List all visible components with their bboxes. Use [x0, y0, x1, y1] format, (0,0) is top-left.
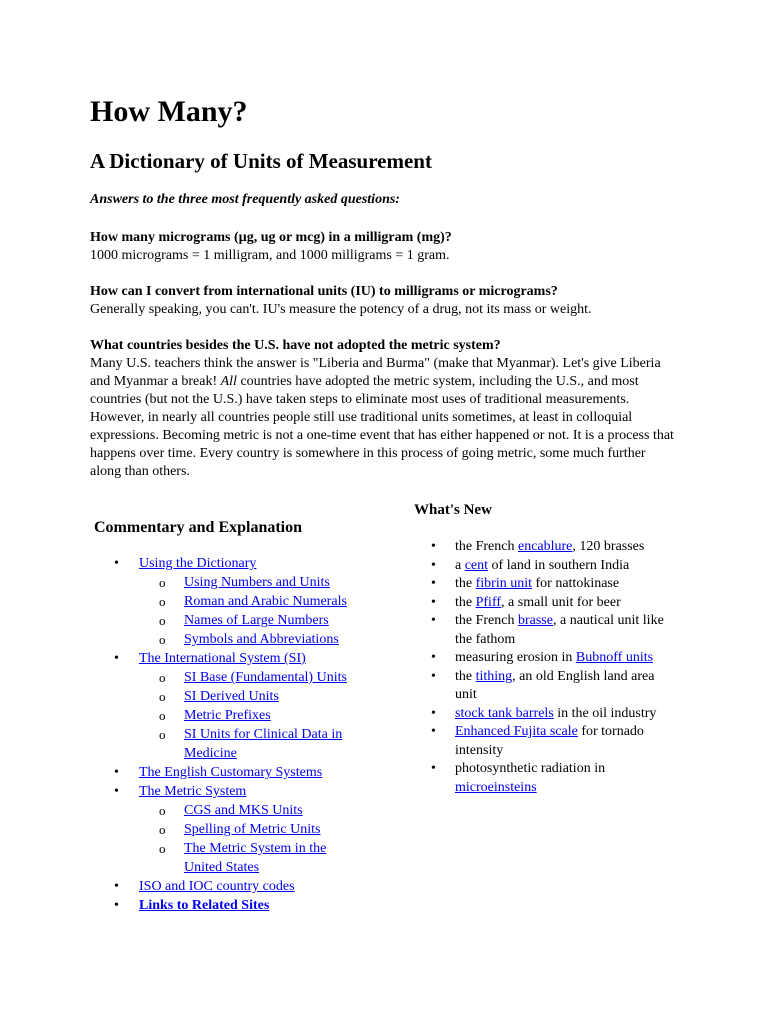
link-symbols[interactable]: Symbols and Abbreviations	[184, 632, 339, 647]
faq-intro: Answers to the three most frequently asked questions:	[90, 192, 400, 207]
link-si-derived[interactable]: SI Derived Units	[184, 689, 279, 704]
list-item	[414, 760, 675, 797]
link-stock-tank-barrels[interactable]: stock tank barrels	[455, 705, 554, 721]
item-text: , a small unit for beer	[501, 594, 621, 610]
faq-answer	[90, 355, 680, 481]
item-text: for nattokinase	[532, 576, 620, 591]
link-cgs-mks[interactable]: CGS and MKS Units	[184, 803, 303, 818]
faq-answer-part: Many U.S. teachers think the answer is "Liberia and Burma" (make that Myanmar). Let's give Liberia and Myanmar a break!	[90, 356, 661, 389]
link-fujita-scale[interactable]: Enhanced Fujita scale	[455, 724, 578, 739]
list-item	[94, 554, 394, 649]
list-item	[414, 668, 675, 705]
link-microeinsteins[interactable]: microeinsteins	[455, 779, 537, 795]
item-text: , 120 brasses	[572, 539, 645, 554]
faq-question: What countries besides the U.S. have not adopted the metric system?	[90, 338, 501, 353]
faq-question: How can I convert from international units (IU) to milligrams or micrograms?	[90, 284, 558, 299]
item-text: the	[455, 576, 476, 591]
commentary-section	[94, 518, 394, 915]
link-spelling-metric[interactable]: Spelling of Metric Units	[184, 822, 321, 837]
page-title: How Many?	[90, 95, 248, 128]
list-item	[414, 612, 675, 649]
faq-answer-emphasis: All	[220, 374, 237, 389]
link-brasse[interactable]: brasse	[517, 613, 553, 628]
faq-answer: Generally speaking, you can't. IU's measure the potency of a drug, not its mass or weight.	[90, 302, 592, 317]
list-item	[94, 649, 394, 763]
faq-item-metric-countries	[90, 337, 680, 481]
whats-new-section	[414, 500, 684, 797]
faq-item-iu	[90, 283, 680, 319]
list-item	[414, 594, 675, 613]
item-text: a	[455, 557, 465, 573]
link-metric-system[interactable]: The Metric System	[139, 784, 247, 799]
link-country-codes[interactable]: ISO and IOC country codes	[139, 879, 295, 894]
list-item	[139, 573, 364, 592]
item-text: the French	[455, 539, 518, 554]
item-text: , a nautical unit like the fathom	[455, 613, 664, 647]
faq-answer-part: countries have adopted the metric system, including the U.S., and most countries (but not the U.S.) have taken steps to eliminate most uses of traditional measurements. However, in nearly all countries people still use traditional units sometimes, at least in colloquial expressions. Becoming metric is not a one-time event that has either happened or not. It is a process that happens over time. Every country is somewhere in this process of going metric, some much further along than others.	[90, 374, 674, 479]
item-text: , an old English land area unit	[455, 668, 655, 702]
item-text: the French	[455, 613, 518, 628]
link-numbers-units[interactable]: Using Numbers and Units	[184, 575, 330, 590]
link-tithing[interactable]: tithing	[475, 668, 513, 684]
faq-item-micrograms	[90, 229, 680, 265]
item-text: the	[455, 668, 476, 684]
commentary-list	[94, 554, 394, 915]
link-using-dictionary[interactable]: Using the Dictionary	[139, 556, 257, 571]
link-si-clinical[interactable]: SI Units for Clinical Data in Medicine	[184, 727, 343, 761]
list-item	[414, 538, 675, 557]
list-item	[139, 592, 364, 611]
link-roman-arabic[interactable]: Roman and Arabic Numerals	[184, 594, 347, 609]
item-text: in the oil industry	[553, 705, 657, 721]
list-item	[94, 782, 394, 877]
list-item	[94, 763, 394, 782]
link-large-numbers[interactable]: Names of Large Numbers	[184, 613, 329, 628]
sub-list	[139, 801, 394, 877]
list-item	[139, 706, 364, 725]
link-metric-prefixes[interactable]: Metric Prefixes	[184, 708, 271, 723]
link-fibrin-unit[interactable]: fibrin unit	[475, 576, 532, 591]
list-item	[414, 723, 675, 760]
commentary-heading: Commentary and Explanation	[94, 519, 303, 536]
item-text: measuring erosion in	[455, 650, 576, 665]
link-cent[interactable]: cent	[464, 557, 489, 573]
link-english-customary[interactable]: The English Customary Systems	[139, 765, 323, 780]
item-text: for tornado intensity	[455, 724, 644, 758]
list-item	[414, 557, 675, 576]
whats-new-heading: What's New	[414, 502, 492, 518]
faq-question: How many micrograms (µg, ug or mcg) in a milligram (mg)?	[90, 230, 452, 245]
sub-list	[139, 668, 394, 763]
list-item	[139, 801, 364, 820]
faq-answer: 1000 micrograms = 1 milligram, and 1000 milligrams = 1 gram.	[90, 248, 450, 263]
whats-new-list	[414, 538, 684, 797]
list-item	[94, 896, 394, 915]
list-item	[94, 877, 394, 896]
link-related-sites[interactable]: Links to Related Sites	[139, 898, 270, 913]
page-subtitle: A Dictionary of Units of Measurement	[90, 149, 432, 173]
list-item	[139, 668, 364, 687]
list-item	[139, 611, 364, 630]
link-bubnoff-units[interactable]: Bubnoff units	[575, 650, 654, 665]
link-si[interactable]: The International System (SI)	[139, 651, 306, 666]
list-item	[139, 630, 364, 649]
link-pfiff[interactable]: Pfiff	[475, 594, 502, 610]
sub-list	[139, 573, 394, 649]
list-item	[139, 687, 364, 706]
list-item	[139, 725, 364, 763]
list-item	[414, 575, 675, 594]
item-text: photosynthetic radiation in	[455, 761, 606, 776]
list-item	[139, 820, 364, 839]
link-encablure[interactable]: encablure	[517, 539, 573, 554]
list-item	[414, 705, 675, 724]
link-metric-us[interactable]: The Metric System in the United States	[184, 841, 327, 875]
item-text: of land in southern India	[488, 557, 630, 573]
link-si-base[interactable]: SI Base (Fundamental) Units	[184, 670, 347, 685]
list-item	[139, 839, 364, 877]
item-text: the	[455, 594, 476, 610]
list-item	[414, 649, 675, 668]
